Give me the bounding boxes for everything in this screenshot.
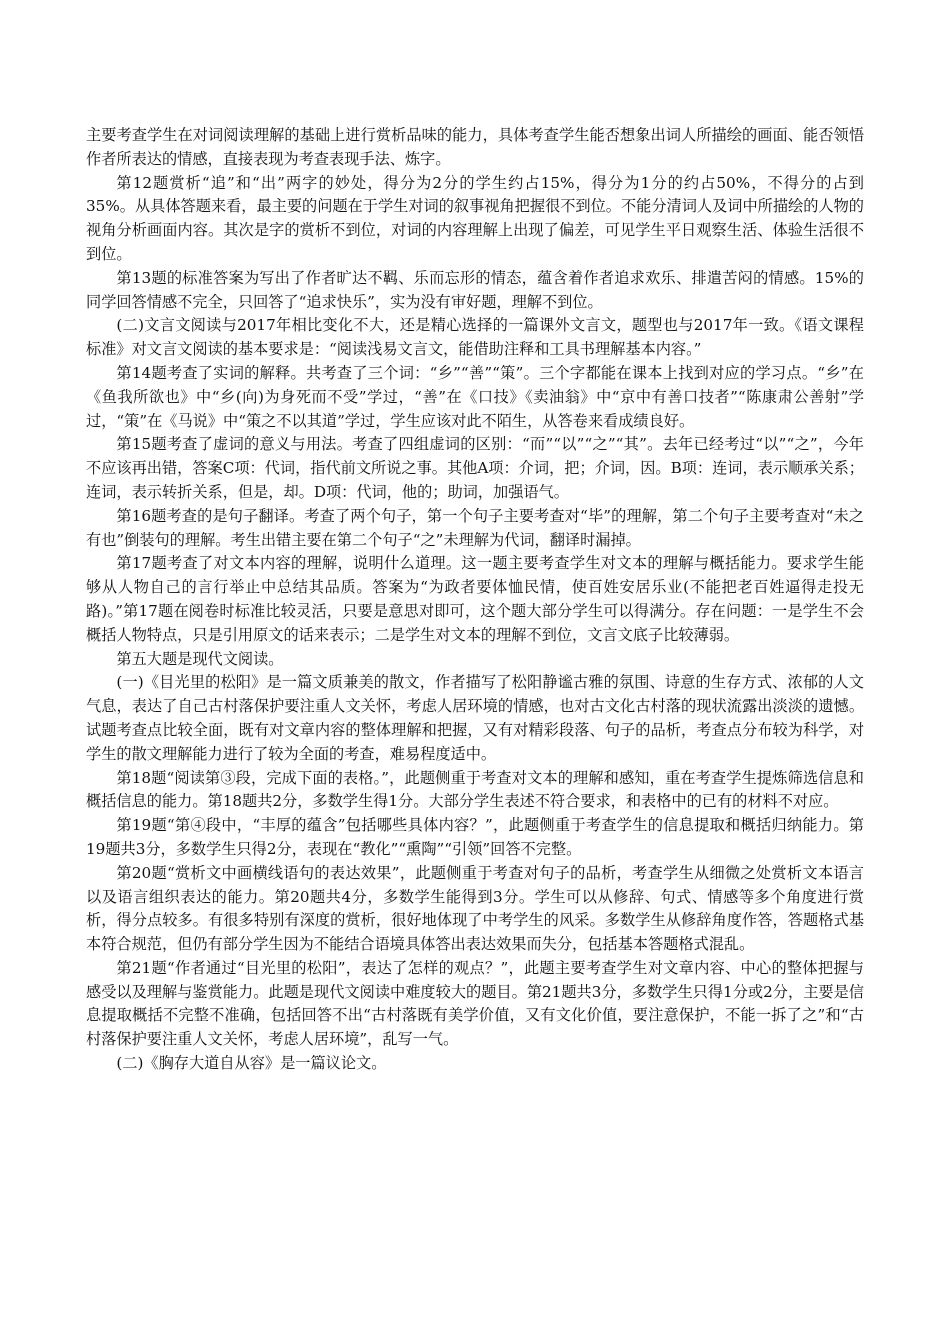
paragraph-section-five: 第五大题是现代文阅读。	[116, 649, 284, 668]
paragraph-q16: 第16题考查的是句子翻译。考查了两个句子，第一个句子主要考查对“毕”的理解，第二个句子主要考查对“未之有也”倒装句的理解。考生出错主要在第二个句子“之”未理解为代词，翻译时漏掉。	[86, 506, 864, 549]
paragraph-q13: 第13题的标准答案为写出了作者旷达不羁、乐而忘形的情态，蕴含着作者追求欢乐、排遣苦闷的情感。15%的同学回答情感不完全，只回答了“追求快乐”，实为没有审好题，理解不到位。	[86, 268, 864, 311]
paragraph-q14: 第14题考查了实词的解释。共考查了三个词：“乡”“善”“策”。三个字都能在课本上找到对应的学习点。“乡”在《鱼我所欲也》中“乡(向)为身死而不受”学过，“善”在《口技》《卖油翁》中“京中有善口技者”“陈康肃公善射”学过，“策”在《马说》中“策之不以其道”学过，学生应该对此不陌生，从答卷来看成绩良好。	[86, 363, 864, 430]
paragraph-q17: 第17题考查了对文本内容的理解，说明什么道理。这一题主要考查学生对文本的理解与概括能力。要求学生能够从人物自己的言行举止中总结其品质。答案为“为政者要体恤民情，使百姓安居乐业(不能把老百姓逼得走投无路)。”第17题在阅卷时标准比较灵活，只要是意思对即可，这个题大部分学生可以得满分。存在问题：一是学生不会概括人物特点，只是引用原文的话来表示；二是学生对文本的理解不到位，文言文底子比较薄弱。	[86, 554, 864, 644]
paragraph-argumentative: (二)《胸存大道自从容》是一篇议论文。	[116, 1054, 387, 1073]
paragraph-q18: 第18题“阅读第③段，完成下面的表格。”，此题侧重于考查对文本的理解和感知，重在考查学生提炼筛选信息和概括信息的能力。第18题共2分，多数学生得1分。大部分学生表述不符合要求，和表格中的已有的材料不对应。	[86, 768, 864, 811]
paragraph-modern-essay: (一)《目光里的松阳》是一篇文质兼美的散文，作者描写了松阳静谧古雅的氛围、诗意的生存方式、浓郁的人文气息，表达了自己古村落保护要注重人文关怀，考虑人居环境的情感，也对古文化古村落的现状流露出淡淡的遗憾。试题考查点比较全面，既有对文章内容的整体理解和把握，又有对精彩段落、句子的品析，考查点分布较为科学，对学生的散文理解能力进行了较为全面的考查，难易程度适中。	[86, 673, 864, 763]
paragraph-q19: 第19题“第④段中，“丰厚的蕴含”包括哪些具体内容？”，此题侧重于考查学生的信息提取和概括归纳能力。第19题共3分，多数学生只得2分，表现在“教化”“熏陶”“引领”回答不完整。	[86, 816, 864, 858]
paragraph-poem-analysis-intro: 主要考查学生在对词阅读理解的基础上进行赏析品味的能力，具体考查学生能否想象出词人所描绘的画面、能否领悟作者所表达的情感，直接表现为考查表现手法、炼字。	[86, 126, 864, 168]
paragraph-q21: 第21题“作者通过“目光里的松阳”，表达了怎样的观点？”，此题主要考查学生对文章内容、中心的整体把握与感受以及理解与鉴赏能力。此题是现代文阅读中难度较大的题目。第21题共3分，多数学生只得1分或2分，主要是信息提取概括不完整不准确，包括回答不出“古村落既有美学价值，又有文化价值，要注意保护，不能一拆了之”和“古村落保护要注重人文关怀，考虑人居环境”，乱写一气。	[86, 958, 864, 1049]
paragraph-classical-chinese: (二)文言文阅读与2017年相比变化不大，还是精心选择的一篇课外文言文，题型也与2017年一致。《语文课程标准》对文言文阅读的基本要求是：“阅读浅易文言文，能借助注释和工具书理解基本内容。”	[86, 316, 864, 359]
paragraph-q15: 第15题考查了虚词的意义与用法。考查了四组虚词的区别：“而”“以”“之”“其”。去年已经考过“以”“之”，今年不应该再出错，答案C项：代词，指代前文所说之事。其他A项：介词，把；介词，因。B项：连词，表示顺承关系；连词，表示转折关系，但是，却。D项：代词，他的；助词，加强语气。	[86, 435, 864, 501]
paragraph-q20: 第20题“赏析文中画横线语句的表达效果”，此题侧重于考查对句子的品析，考查学生从细微之处赏析文本语言以及语言组织表达的能力。第20题共4分，多数学生能得到3分。学生可以从修辞、句式、情感等多个角度进行赏析，得分点较多。有很多特别有深度的赏析，很好地体现了中考学生的风采。多数学生从修辞角度作答，答题格式基本符合规范，但仍有部分学生因为不能结合语境具体答出表达效果而失分，包括基本答题格式混乱。	[86, 863, 864, 954]
paragraph-q12: 第12题赏析“追”和“出”两字的妙处，得分为2分的学生约占15%，得分为1分的约占50%，不得分的占到35%。从具体答题来看，最主要的问题在于学生对词的叙事视角把握很不到位。不能分清词人及词中所描绘的人物的视角分析画面内容。其次是字的赏析不到位，对词的内容理解上出现了偏差，可见学生平日观察生活、体验生活很不到位。	[86, 173, 864, 263]
